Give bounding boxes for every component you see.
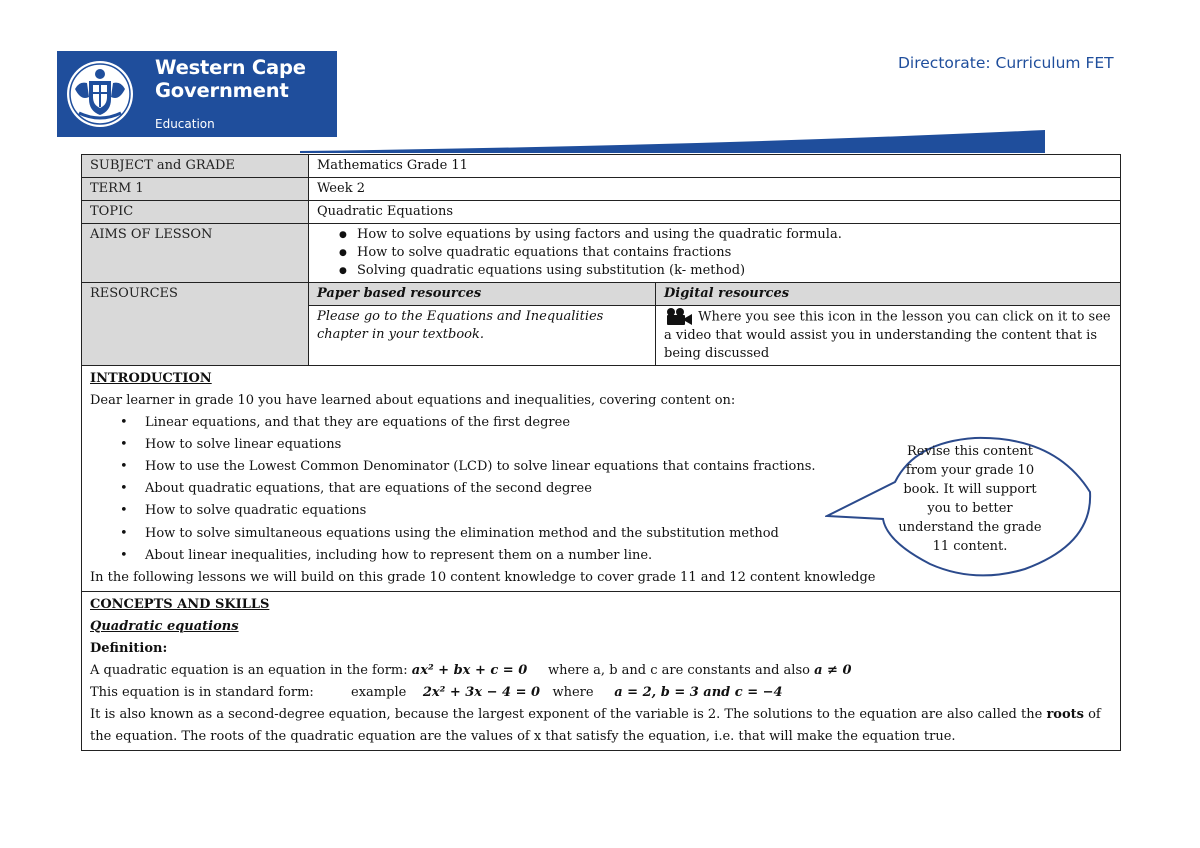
standard-values: a = 2, b = 3 and c = −4 [614, 684, 783, 700]
concepts-heading: CONCEPTS AND SKILLS [90, 596, 270, 612]
term-row [82, 178, 1121, 201]
standard-where: where [552, 684, 594, 700]
definition-condition: a ≠ 0 [814, 662, 852, 678]
digital-resources-text: Where you see this icon in the lesson you can click on it to see a video that would assist you in understanding the content that is being discussed [664, 309, 1111, 361]
wcg-logo [57, 51, 337, 137]
intro-item: • About quadratic equations, that are equations of the second degree [145, 478, 1112, 500]
roots-text-end: of the equation. The roots of the quadratic equation are the values of x that satisfy the equation, i.e. that will make the equation true. [90, 706, 1101, 744]
speech-bubble-text: Revise this content from your grade 10 book. It will support you to better understand the grade 11 content. [898, 444, 1042, 554]
intro-item: • How to solve quadratic equations [145, 500, 1112, 522]
aims-row [82, 224, 1121, 283]
org-department: Education [155, 117, 215, 131]
concepts-cell [82, 591, 1121, 750]
resources-header-row [82, 283, 1121, 306]
term-value: Week 2 [309, 178, 1121, 201]
roots-paragraph [90, 704, 1112, 748]
subject-value: Mathematics Grade 11 [309, 155, 1121, 178]
subject-row [82, 155, 1121, 178]
concepts-row [82, 591, 1121, 750]
definition-where: where a, b and c are constants and also [547, 662, 810, 678]
aim-item: ● How to solve equations by using factors and using the quadratic formula. [357, 226, 1112, 244]
definition-label: Definition: [90, 640, 168, 656]
topic-label: TOPIC [82, 201, 309, 224]
aim-item: ● Solving quadratic equations using substitution (k- method) [357, 262, 1112, 280]
term-label: TERM 1 [82, 178, 309, 201]
digital-resources-header: Digital resources [656, 283, 1121, 306]
directorate-title: Directorate: Curriculum FET [898, 54, 1114, 72]
introduction-heading: INTRODUCTION [90, 370, 212, 386]
intro-item: • About linear inequalities, including how to represent them on a number line. [145, 545, 1112, 567]
standard-form-line [90, 682, 1112, 704]
aim-item: ● How to solve quadratic equations that contains fractions [357, 244, 1112, 262]
intro-item: • How to use the Lowest Common Denominator (LCD) to solve linear equations that contains fractions. [145, 456, 1112, 478]
introduction-closing: In the following lessons we will build on this grade 10 content knowledge to cover grade 11 and 12 content knowledge [90, 569, 876, 585]
aims-list [317, 226, 1112, 280]
coat-of-arms-icon [65, 59, 135, 129]
roots-term: roots [1046, 706, 1084, 722]
roots-text-start: It is also known as a second-degree equation, because the largest exponent of the variable is 2. The solutions to the equation are also called the [90, 706, 1043, 722]
topic-value: Quadratic Equations [309, 201, 1121, 224]
subject-label: SUBJECT and GRADE [82, 155, 309, 178]
standard-form-text: This equation is in standard form: [90, 684, 314, 700]
definition-text: A quadratic equation is an equation in the form: [90, 662, 408, 678]
standard-example-label: example [351, 684, 407, 700]
intro-item: • How to solve linear equations [145, 434, 1112, 456]
introduction-lead: Dear learner in grade 10 you have learned about equations and inequalities, covering content on: [90, 392, 736, 408]
topic-row [82, 201, 1121, 224]
aims-cell [309, 224, 1121, 283]
aims-label: AIMS OF LESSON [82, 224, 309, 283]
paper-resources-header: Paper based resources [309, 283, 656, 306]
intro-item: • Linear equations, and that they are equations of the first degree [145, 412, 1112, 434]
paper-resources-text: Please go to the Equations and Inequalities chapter in your textbook. [309, 306, 656, 366]
definition-line [90, 660, 1112, 682]
resources-label: RESOURCES [82, 283, 309, 366]
standard-example-formula: 2x² + 3x − 4 = 0 [422, 684, 541, 700]
video-camera-icon[interactable] [664, 308, 694, 326]
org-name: Western Cape Government [155, 56, 306, 102]
digital-resources-cell [656, 306, 1121, 366]
header-swoosh [300, 128, 1045, 153]
intro-item: • How to solve simultaneous equations using the elimination method and the substitution method [145, 523, 1112, 545]
concepts-subheading: Quadratic equations [90, 618, 239, 634]
definition-formula: ax² + bx + c = 0 [411, 662, 528, 678]
